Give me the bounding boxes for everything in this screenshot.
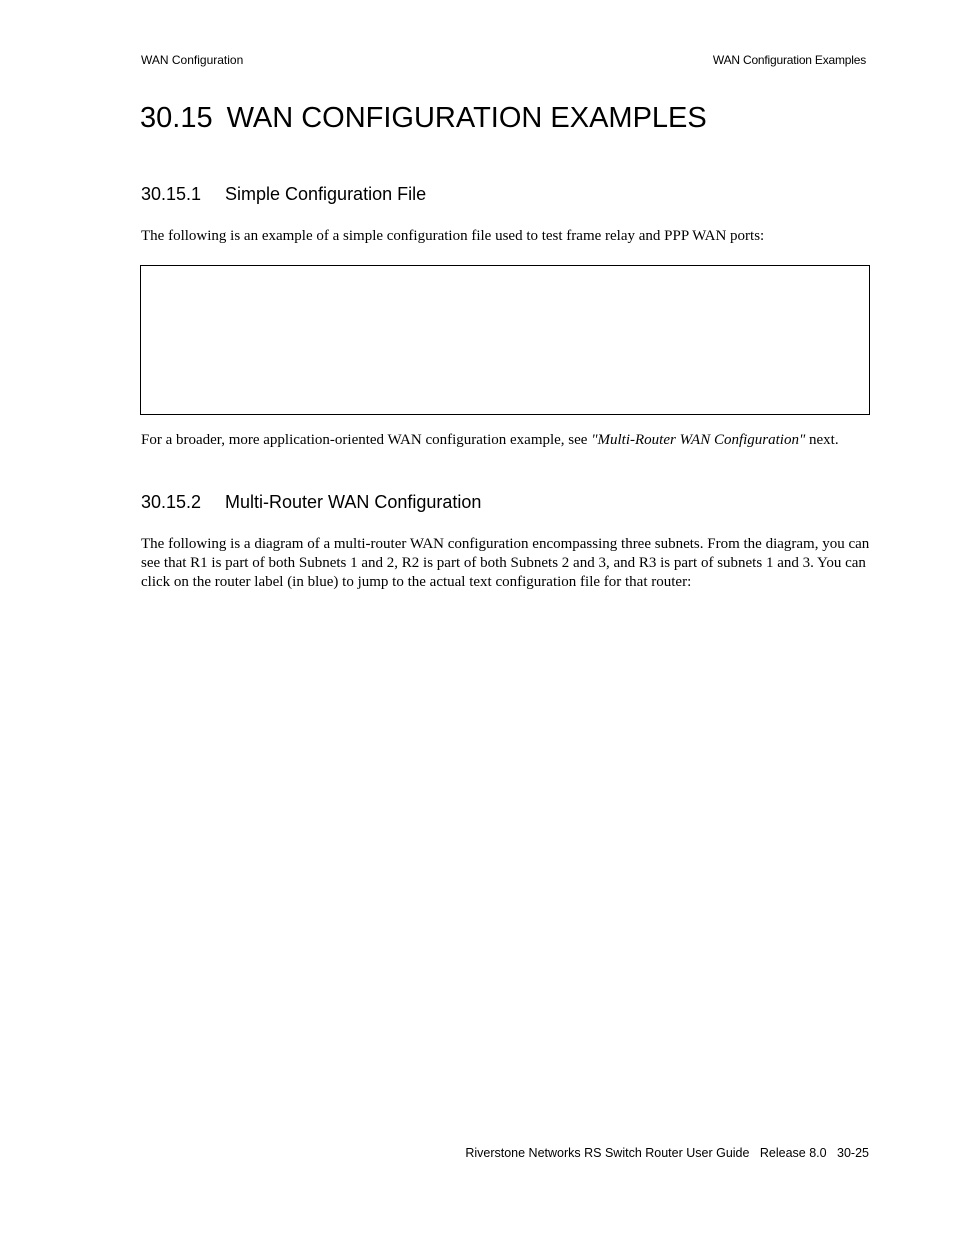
broader-example-paragraph [141,431,871,450]
subsection-title-text: Multi-Router WAN Configuration [225,492,482,512]
footer-release: Release 8.0 [759,1146,827,1160]
subsection-title-text: Simple Configuration File [225,184,427,204]
multi-router-xref-link[interactable]: "Multi-Router WAN Configuration" [591,432,806,448]
simple-config-intro: The following is an example of a simple configuration file used to test frame relay and PPP WAN ports: [141,228,765,244]
section-number: 30.15 [140,102,213,134]
subsection-title-multi-router [141,492,481,513]
subsection-title-simple-config [141,184,426,205]
subsection-number: 30.15.2 [141,492,202,512]
running-header-right: WAN Configuration Examples [712,53,866,67]
page-footer [465,1146,869,1160]
broader-example-text: For a broader, more application-oriented WAN configuration example, see [141,432,592,448]
config-code-box [140,265,870,415]
multi-router-description: The following is a diagram of a multi-router WAN configuration encompassing three subnets. From the diagram, you can see that R1 is part of both Subnets 1 and 2, R2 is part of both Subnets 2 and 3, and R3 is part of subnets 1 and 3. You can click on the router label (in blue) to jump to the actual text configuration file for that router: [141,536,870,590]
broader-example-suffix: next. [805,432,839,448]
section-title-text: WAN CONFIGURATION EXAMPLES [226,102,707,134]
subsection-number: 30.15.1 [141,184,202,204]
running-header-left: WAN Configuration [141,53,244,67]
section-title [140,102,707,135]
footer-page-number: 30-25 [837,1146,869,1160]
footer-guide-title: Riverstone Networks RS Switch Router User Guide [465,1146,750,1160]
